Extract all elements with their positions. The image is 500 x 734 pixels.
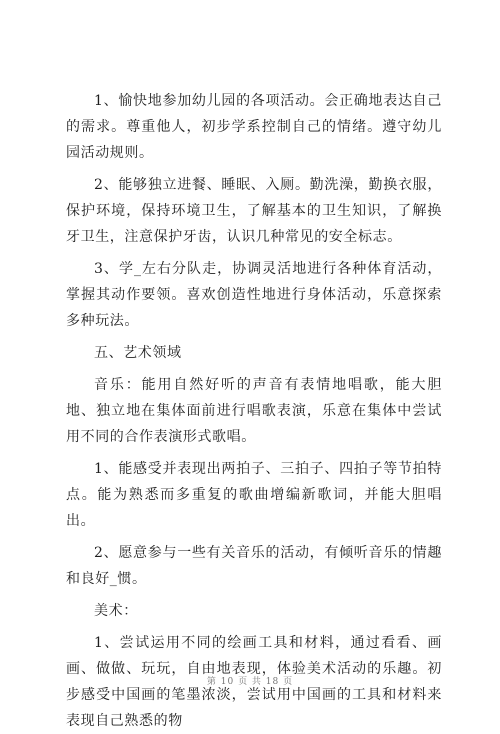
paragraph-fine-arts-1: 1、尝试运用不同的绘画工具和材料，通过看看、画画、做做、玩玩，自由地表现，体验美术活动的乐趣。初步感受中国画的笔墨浓淡，尝试用中国画的工具和材料来表现自己熟悉的物 <box>66 635 442 729</box>
section-heading-art: 五、艺术领域 <box>94 345 182 361</box>
paragraph-social-1: 1、愉快地参加幼儿园的各项活动。会正确地表达自己的需求。尊重他人，初步学系控制自己的情绪。遵守幼儿园活动规则。 <box>66 93 442 161</box>
paragraph-music-1: 1、能感受并表现出两拍子、三拍子、四拍子等节拍特点。能为熟悉而多重复的歌曲增编新歌词，并能大胆唱出。 <box>66 461 442 529</box>
page-number-footer: 第 10 页 共 18 页 <box>206 677 294 687</box>
paragraph-health-3: 3、学_左右分队走，协调灵活地进行各种体育活动，掌握其动作要领。喜欢创造性地进行身体活动，乐意探索多种玩法。 <box>66 261 442 329</box>
paragraph-music: 音乐：能用自然好听的声音有表情地唱歌，能大胆地、独立地在集体面前进行唱歌表演，乐意在集体中尝试用不同的合作表演形式歌唱。 <box>66 377 442 445</box>
paragraph-health-2: 2、能够独立进餐、睡眠、入厕。勤洗澡，勤换衣服，保护环境，保持环境卫生，了解基本的卫生知识，了解换牙卫生，注意保护牙齿，认识几种常见的安全标志。 <box>66 177 442 245</box>
paragraph-music-2: 2、愿意参与一些有关音乐的活动，有倾听音乐的情趣和良好_惯。 <box>66 545 442 587</box>
document-body <box>66 88 442 734</box>
subheading-fine-arts: 美术： <box>94 603 138 619</box>
